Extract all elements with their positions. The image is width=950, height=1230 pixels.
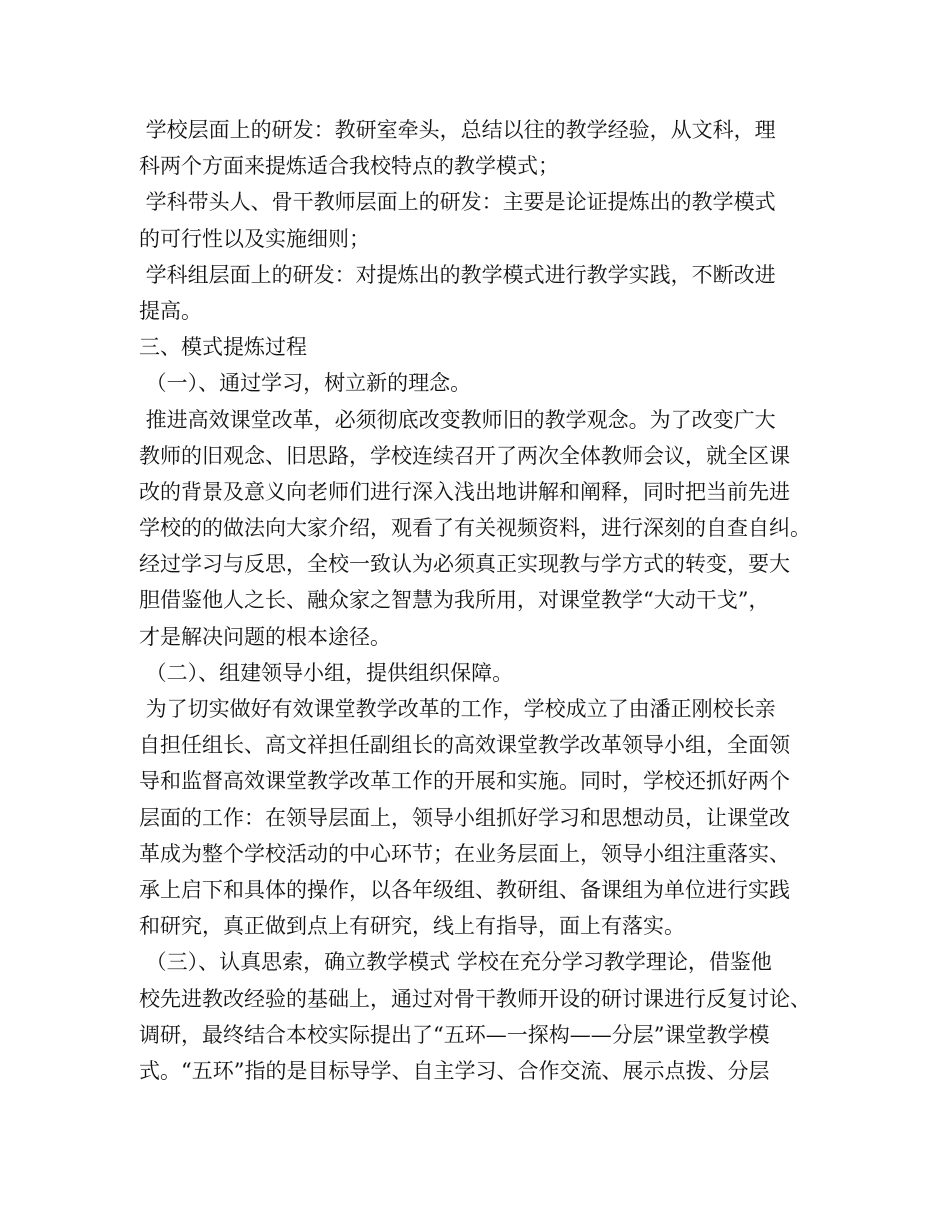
text-line: 式。“五环”指的是目标导学、自主学习、合作交流、展示点拨、分层 — [139, 1058, 770, 1083]
subsection-heading: （一）、通过学习，树立新的理念。 — [139, 371, 472, 396]
text-line: 改的背景及意义向老师们进行深入浅出地讲解和阐释，同时把当前先进 — [139, 479, 790, 504]
text-line: 革成为整个学校活动的中心环节；在业务层面上，领导小组注重落实、 — [139, 841, 790, 866]
text-line: 承上启下和具体的操作，以各年级组、教研组、备课组为单位进行实践 — [139, 877, 790, 902]
section-heading: 三、模式提炼过程 — [139, 335, 307, 360]
subsection-heading: （三）、认真思索，确立教学模式 学校在充分学习教学理论，借鉴他 — [139, 950, 772, 975]
text-line: 为了切实做好有效课堂教学改革的工作，学校成立了由潘正刚校长亲 — [139, 697, 776, 721]
text-line: 学科带头人、骨干教师层面上的研发：主要是论证提炼出的教学模式 — [139, 190, 776, 215]
text-line: 的可行性以及实施细则； — [139, 226, 370, 251]
text-line: 提高。 — [139, 298, 202, 323]
text-line: 教师的旧观念、旧思路，学校连续召开了两次全体教师会议，就全区课 — [139, 443, 790, 468]
text-line: 胆借鉴他人之长、融众家之智慧为我所用，对课堂教学“大动干戈”， — [139, 588, 770, 613]
text-line: 校先进教改经验的基础上，通过对骨干教师开设的研讨课进行反复讨论、 — [139, 986, 811, 1011]
text-line: 才是解决问题的根本途径。 — [139, 624, 391, 649]
text-line: 学校的的做法向大家介绍，观看了有关视频资料，进行深刻的自查自纠。 — [139, 516, 811, 541]
text-line: 推进高效课堂改革，必须彻底改变教师旧的教学观念。为了改变广大 — [139, 407, 776, 432]
subsection-heading: （二）、组建领导小组，提供组织保障。 — [139, 660, 514, 685]
text-line: 层面的工作：在领导层面上，领导小组抓好学习和思想动员，让课堂改 — [139, 805, 790, 830]
text-line: 导和监督高效课堂教学改革工作的开展和实施。同时，学校还抓好两个 — [139, 769, 790, 794]
text-line: 和研究，真正做到点上有研究，线上有指导，面上有落实。 — [139, 914, 685, 939]
text-line: 科两个方面来提炼适合我校特点的教学模式； — [139, 154, 559, 179]
document-body — [139, 112, 819, 1089]
text-line: 自担任组长、高文祥担任副组长的高效课堂教学改革领导小组，全面领 — [139, 733, 790, 758]
text-line: 经过学习与反思，全校一致认为必须真正实现教与学方式的转变，要大 — [139, 552, 790, 577]
text-line: 调研，最终结合本校实际提出了“五环—一探构——分层”课堂教学模 — [139, 1022, 770, 1047]
text-line: 学科组层面上的研发：对提炼出的教学模式进行教学实践，不断改进 — [139, 262, 776, 287]
text-line: 学校层面上的研发：教研室牵头，总结以往的教学经验，从文科，理 — [139, 118, 776, 142]
